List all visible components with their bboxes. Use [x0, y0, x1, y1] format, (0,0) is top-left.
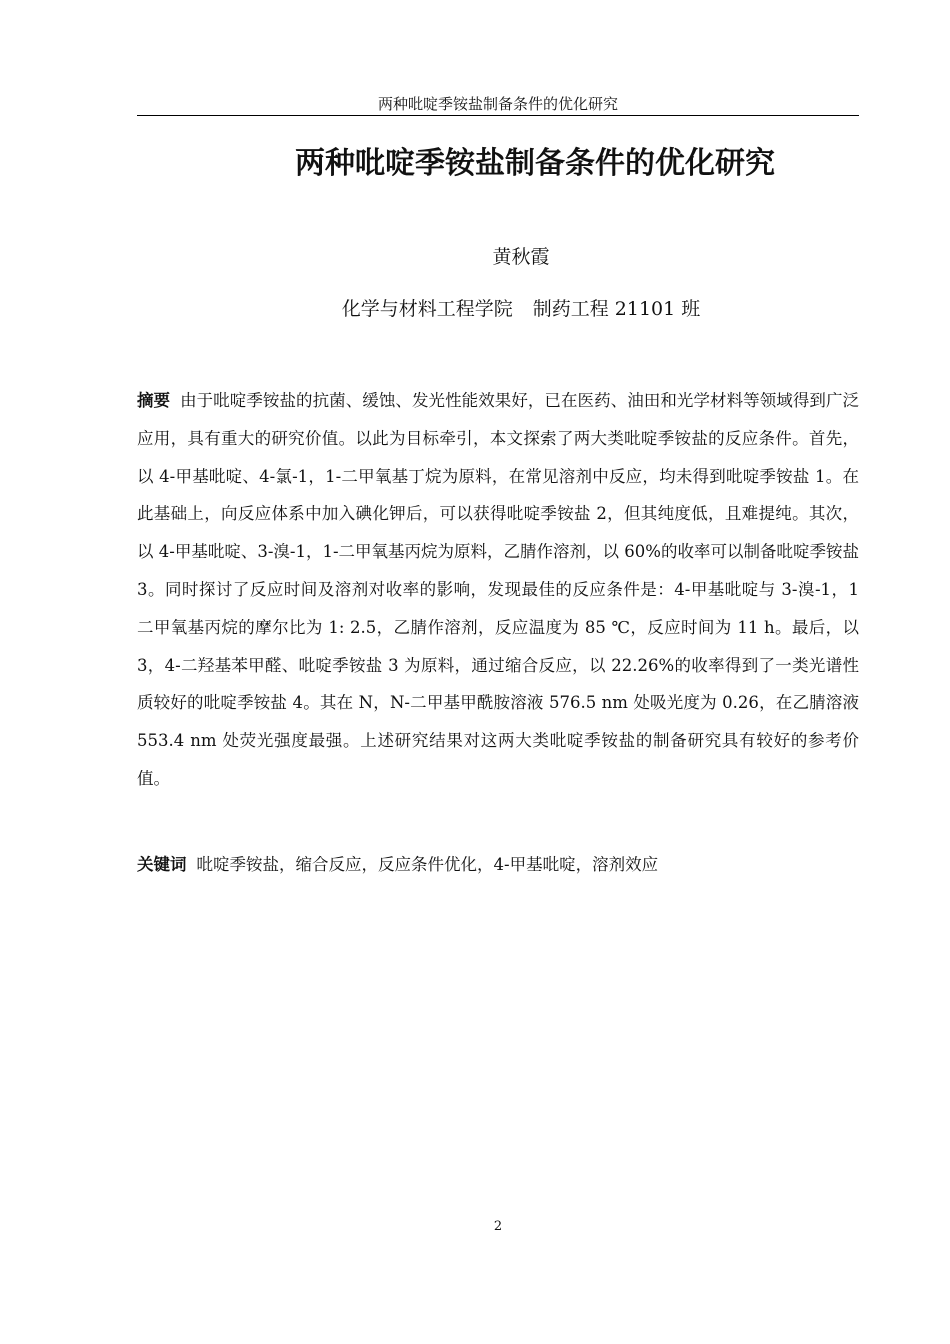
- abstract-label: 摘要: [137, 391, 171, 410]
- keywords-label: 关键词: [137, 855, 187, 874]
- keywords-paragraph: [137, 850, 859, 880]
- running-header: [137, 95, 859, 116]
- affiliation-class: 制药工程 21101 班: [532, 298, 701, 320]
- author-affiliation: [137, 296, 905, 322]
- page-number: 2: [493, 1219, 503, 1234]
- keywords-text: 吡啶季铵盐，缩合反应，反应条件优化，4-甲基吡啶，溶剂效应: [196, 855, 659, 874]
- author-name: 黄秋霞: [492, 246, 550, 268]
- abstract-text: 由于吡啶季铵盐的抗菌、缓蚀、发光性能效果好，已在医药、油田和光学材料等领域得到广泛应用，具有重大的研究价值。以此为目标牵引，本文探索了两大类吡啶季铵盐的反应条件。首先，以 4-甲基吡啶、4-氯-1，1-二甲氧基丁烷为原料，在常见溶剂中反应，均未得到吡啶季铵盐 1。在此基础上，向反应体系中加入碘化钾后，可以获得吡啶季铵盐 2，但其纯度低，且难提纯。其次，以 4-甲基吡啶、3-溴-1，1-二甲氧基丙烷为原料，乙腈作溶剂，以 60%的收率可以制备吡啶季铵盐 3。同时探讨了反应时间及溶剂对收率的影响，发现最佳的反应条件是：4-甲基吡啶与 3-溴-1，1 二甲氧基丙烷的摩尔比为 1: 2.5，乙腈作溶剂，反应温度为 85 ℃，反应时间为 11 h。最后，以 3，4-二羟基苯甲醛、吡啶季铵盐 3 为原料，通过缩合反应，以 22.26%的收率得到了一类光谱性质较好的吡啶季铵盐 4。其在 N，N-二甲基甲酰胺溶液 576.5 nm 处吸光度为 0.26，在乙腈溶液 553.4 nm 处荧光强度最强。上述研究结果对这两大类吡啶季铵盐的制备研究具有较好的参考价值。: [137, 391, 860, 788]
- abstract-paragraph: [137, 382, 859, 798]
- document-title: 两种吡啶季铵盐制备条件的优化研究: [295, 146, 775, 181]
- affiliation-school: 化学与材料工程学院: [341, 298, 513, 320]
- running-header-title: 两种吡啶季铵盐制备条件的优化研究: [377, 95, 618, 113]
